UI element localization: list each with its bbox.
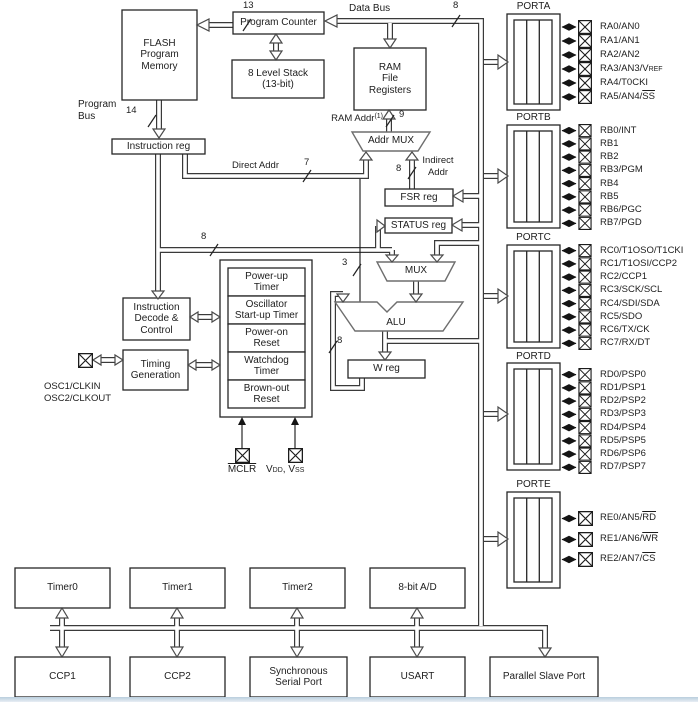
pin-label-rc7: RC7/RX/DT (600, 337, 651, 348)
ssp-block: Synchronous Serial Port (269, 665, 328, 688)
pin-label-rd3: RD3/PSP3 (600, 408, 646, 419)
timing-generation-block: Timing Generation (130, 358, 181, 381)
direct-addr-label: Direct Addr (232, 160, 279, 171)
power-on-reset-block: Power-on Reset (245, 326, 288, 349)
pin-label-ra2: RA2/AN2 (600, 49, 640, 60)
data-bus-label: Data Bus (349, 3, 391, 14)
instruction-reg-block: Instruction reg (126, 140, 191, 152)
instruction-decode-block: Instruction Decode & Control (133, 301, 180, 336)
pin-lines (562, 27, 576, 560)
bus-width-8-data: 8 (453, 0, 459, 11)
pin-label-rd6: RD6/PSP6 (600, 448, 646, 459)
osc2-label: OSC2/CLKOUT (44, 393, 112, 404)
status-reg-block: STATUS reg (390, 219, 447, 231)
psp-block: Parallel Slave Port (502, 671, 586, 683)
usart-block: USART (400, 671, 435, 683)
pin-label-re2: $RE2/AN7/\overline{CS}$ (600, 553, 656, 564)
pin-label-ra0: RA0/AN0 (600, 21, 640, 32)
pin-label-rb1: RB1 (600, 138, 619, 149)
porta-label: PORTA (516, 1, 551, 13)
pin-label-rb3: RB3/PGM (600, 164, 643, 175)
bus-width-8-w: 8 (337, 335, 343, 346)
porte-label: PORTE (516, 479, 551, 491)
pin-label-rb5: RB5 (600, 191, 619, 202)
timer1-block: Timer1 (162, 582, 193, 594)
watchdog-timer-block: Watchdog Timer (244, 354, 289, 377)
pin-label-rd2: RD2/PSP2 (600, 395, 646, 406)
pin-label-rc0: RC0/T1OSO/T1CKI (600, 245, 684, 256)
bus-width-8-indirect: 8 (396, 163, 402, 174)
w-reg-block: W reg (373, 363, 400, 375)
ram-addr-label: RAM Addr$^{(1)}$ (331, 113, 383, 124)
bus-width-3: 3 (342, 257, 348, 268)
pin-label-rd5: RD5/PSP5 (600, 435, 646, 446)
bus-width-7: 7 (304, 157, 310, 168)
pin-label-ra4: RA4/T0CKI (600, 77, 649, 88)
timer2-block: Timer2 (282, 582, 313, 594)
fsr-reg-block: FSR reg (400, 191, 438, 203)
portc-label: PORTC (516, 232, 551, 244)
pin-label-ra5: $RA5/AN4/\overline{SS}$ (600, 91, 655, 102)
ccp1-block: CCP1 (49, 671, 76, 683)
pin-label-rc5: RC5/SDO (600, 311, 643, 322)
page-edge-strip (0, 697, 698, 702)
pin-label-ra3: RA3/AN3/VREF (600, 63, 663, 74)
pin-label-rc6: RC6/TX/CK (600, 324, 650, 335)
brown-out-reset-block: Brown-out Reset (243, 382, 290, 405)
indirect-addr-label: Indirect Addr (422, 155, 454, 178)
pin-label-rd0: RD0/PSP0 (600, 369, 646, 380)
bus-width-13: 13 (243, 0, 254, 11)
mclr-pin-pad (236, 449, 250, 463)
pin-label-re1: $RE1/AN6/\overline{WR}$ (600, 533, 659, 544)
bus-width-8-literal: 8 (201, 231, 207, 242)
pin-label-rb2: RB2 (600, 151, 619, 162)
pin-label-rb6: RB6/PGC (600, 204, 642, 215)
pin-label-rc1: RC1/T1OSI/CCP2 (600, 258, 678, 269)
power-up-timer-block: Power-up Timer (245, 270, 288, 293)
portb-label: PORTB (516, 112, 551, 124)
ram-file-registers-block: RAM File Registers (368, 61, 412, 96)
program-counter-block: Program Counter (240, 17, 317, 29)
program-bus-label: Program Bus (78, 99, 117, 122)
portd-label: PORTD (516, 351, 551, 363)
pin-label-re0: $RE0/AN5/\overline{RD}$ (600, 512, 656, 523)
port-boxes (507, 14, 560, 588)
osc-startup-timer-block: Oscillator Start-up Timer (234, 298, 299, 321)
osc-pin-pad (79, 354, 93, 368)
pin-label-rc2: RC2/CCP1 (600, 271, 647, 282)
pin-label-rc3: RC3/SCK/SCL (600, 284, 663, 295)
addr-mux-label: Addr MUX (367, 135, 415, 147)
mux-label: MUX (404, 265, 428, 277)
adc-block: 8-bit A/D (398, 582, 437, 594)
vdd-vss-label: VDD, VSS (266, 464, 305, 475)
osc1-label: OSC1/CLKIN (44, 381, 101, 392)
vdd-vss-pin-pad (289, 449, 303, 463)
pin-label-rb0: RB0/INT (600, 125, 637, 136)
bus-width-14: 14 (126, 105, 137, 116)
alu-label: ALU (386, 317, 406, 329)
pin-label-rb7: RB7/PGD (600, 217, 642, 228)
bus-width-9: 9 (399, 109, 405, 120)
timer0-block: Timer0 (47, 582, 78, 594)
flash-program-memory-block: FLASH Program Memory (140, 37, 179, 72)
ccp2-block: CCP2 (164, 671, 191, 683)
pin-label-rb4: RB4 (600, 178, 619, 189)
pin-label-ra1: RA1/AN1 (600, 35, 640, 46)
stack-block: 8 Level Stack (13-bit) (247, 67, 309, 90)
pin-label-rc4: RC4/SDI/SDA (600, 298, 660, 309)
pin-label-rd1: RD1/PSP1 (600, 382, 646, 393)
pin-label-rd4: RD4/PSP4 (600, 422, 646, 433)
pin-label-rd7: RD7/PSP7 (600, 461, 646, 472)
mclr-label: MCLR (227, 464, 257, 475)
